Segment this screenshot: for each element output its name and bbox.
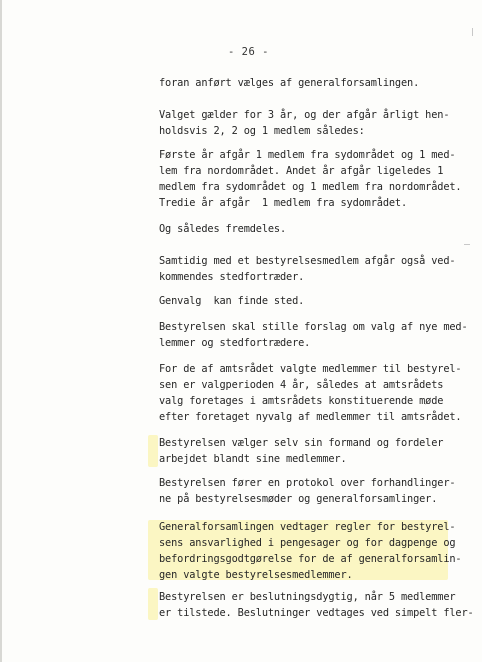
text-line: holdsvis 2, 2 og 1 medlem således: <box>159 125 365 137</box>
text-line: Bestyrelsen er beslutningsdygtig, når 5 medlemmer <box>159 591 456 603</box>
text-line: sens ansvarlighed i pengesager og for dagpenge og <box>159 537 456 549</box>
text-line: Tredie år afgår 1 medlem fra sydområdet. <box>159 197 408 209</box>
text-line: Generalforsamlingen vedtager regler for bestyrel- <box>159 521 456 533</box>
text-line: valg foretages i amtsrådets konstituerende møde <box>159 395 444 407</box>
scan-mark <box>464 244 470 245</box>
page-number: - 26 - <box>228 46 269 58</box>
text-line: gen valgte bestyrelsesmedlemmer. <box>159 569 353 581</box>
text-line: Første år afgår 1 medlem fra sydområdet og 1 med- <box>159 149 456 161</box>
highlight-mark <box>148 588 158 620</box>
text-line: Samtidig med et bestyrelsesmedlem afgår også ved- <box>159 255 456 267</box>
text-line: arbejdet blandt sine medlemmer. <box>159 453 347 465</box>
text-line: lemmer og stedfortrædere. <box>159 337 311 349</box>
text-line: foran anført vælges af generalforsamlingen. <box>159 77 420 89</box>
text-line: Bestyrelsen fører en protokol over forhandlinger- <box>159 477 456 489</box>
text-line: sen er valgperioden 4 år, således at amtsrådets <box>159 379 444 391</box>
text-line: Bestyrelsen vælger selv sin formand og fordeler <box>159 437 444 449</box>
highlight-mark <box>148 435 158 467</box>
text-line: kommendes stedfortræder. <box>159 271 305 283</box>
text-line: efter foretaget nyvalg af medlemmer til amtsrådet. <box>159 411 462 423</box>
text-line: Bestyrelsen skal stille forslag om valg af nye med- <box>159 321 468 333</box>
text-line: befordringsgodtgørelse for de af generalforsamlin- <box>159 553 462 565</box>
text-line: For de af amtsrådet valgte medlemmer til bestyrel- <box>159 363 462 375</box>
text-line: Valget gælder for 3 år, og der afgår årligt hen- <box>159 109 450 121</box>
text-line: er tilstede. Beslutninger vedtages ved simpelt fler- <box>159 607 474 619</box>
text-line: medlem fra sydområdet og 1 medlem fra nordområdet. <box>159 181 462 193</box>
scan-mark <box>472 28 473 36</box>
text-line: Og således fremdeles. <box>159 223 287 235</box>
text-line: Genvalg kan finde sted. <box>159 295 305 307</box>
text-line: ne på bestyrelsesmøder og generalforsamlinger. <box>159 493 438 505</box>
text-line: lem fra nordområdet. Andet år afgår ligeledes 1 <box>159 165 444 177</box>
